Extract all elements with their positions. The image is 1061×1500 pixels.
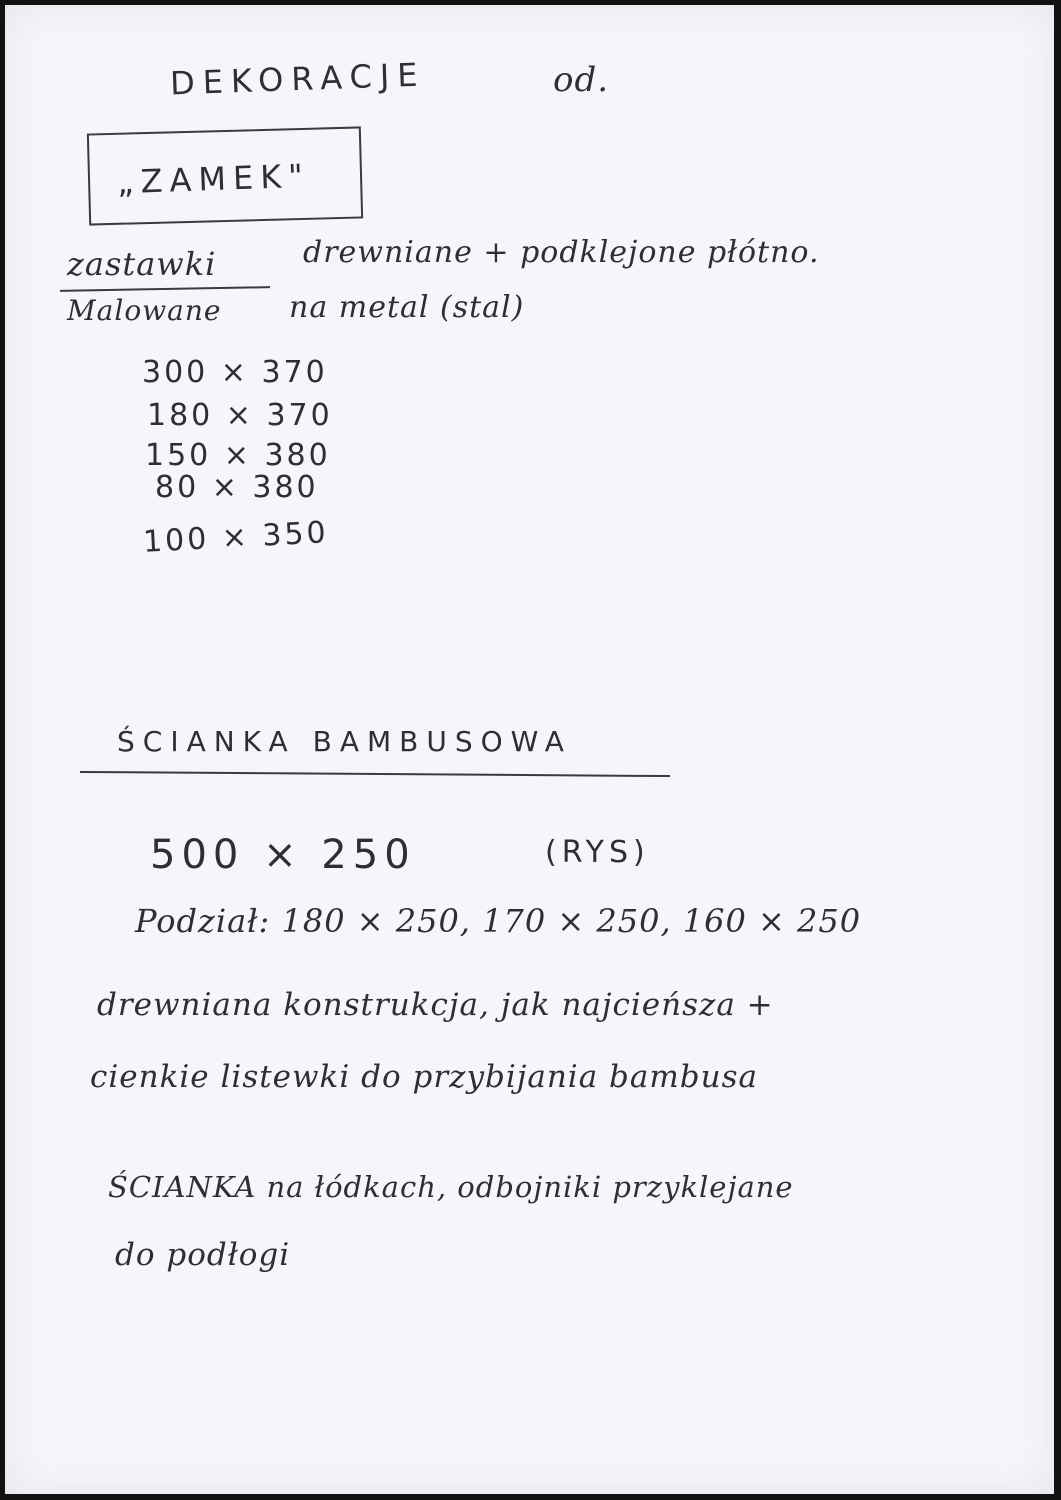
final-note-line: ŚCIANKA na łódkach, odbojniki przyklejane bbox=[108, 1170, 794, 1204]
bamboo-wall-division: Podział: 180 × 250, 170 × 250, 160 × 250 bbox=[135, 902, 862, 940]
dimension-line: 300 × 370 bbox=[142, 355, 328, 390]
dimension-line: 180 × 370 bbox=[147, 398, 333, 433]
bamboo-wall-size-note: (RYS) bbox=[545, 835, 650, 870]
page-title: DEKORACJE bbox=[169, 55, 427, 103]
construction-note-line: drewniana konstrukcja, jak najcieńsza + bbox=[97, 987, 774, 1023]
construction-note-line: cienkie listewki do przybijania bambusa bbox=[90, 1059, 758, 1095]
final-note-line: do podłogi bbox=[115, 1237, 291, 1273]
zastawki-underline bbox=[60, 286, 270, 292]
zamek-heading: „ZAMEK" bbox=[116, 156, 311, 202]
dimension-line: 80 × 380 bbox=[155, 470, 319, 505]
page-title-suffix: od. bbox=[553, 60, 610, 100]
dimension-line: 100 × 350 bbox=[142, 515, 330, 560]
bamboo-wall-size: 500 × 250 bbox=[150, 832, 416, 878]
handwritten-page bbox=[5, 5, 1054, 1494]
bamboo-wall-heading: ŚCIANKA BAMBUSOWA bbox=[117, 725, 572, 758]
dimension-line: 150 × 380 bbox=[145, 438, 331, 473]
malowane-label: Malowane bbox=[67, 294, 222, 327]
zastawki-description: drewniane + podklejone płótno. bbox=[303, 235, 820, 270]
bamboo-wall-underline bbox=[80, 771, 670, 777]
zastawki-label: zastawki bbox=[67, 245, 217, 283]
malowane-description: na metal (stal) bbox=[289, 290, 525, 325]
